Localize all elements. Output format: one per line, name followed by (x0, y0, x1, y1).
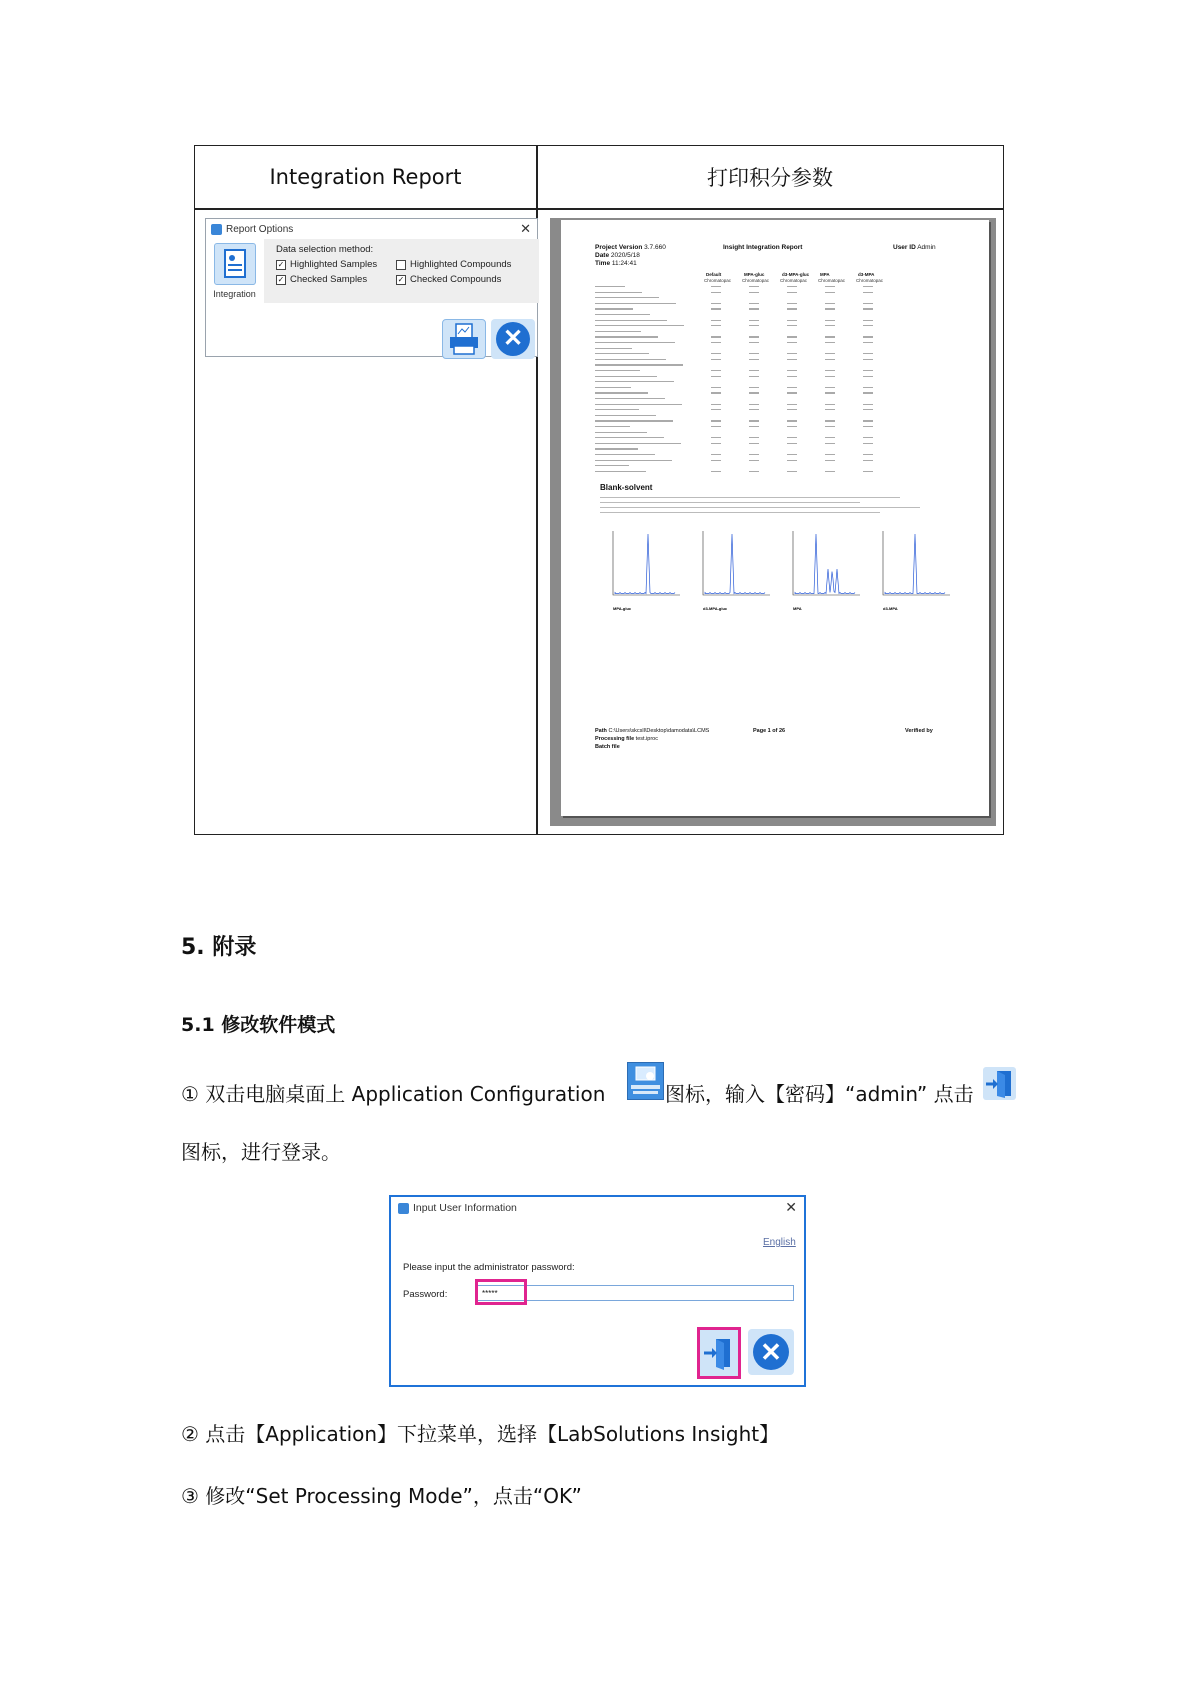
report-title: Insight Integration Report (723, 244, 803, 251)
parameter-row-value (749, 437, 759, 438)
parameter-row-value (787, 286, 797, 287)
report-preview-frame (550, 218, 996, 826)
parameter-row-value (711, 342, 721, 343)
parameter-row-label (595, 292, 642, 293)
parameter-row-value (749, 460, 759, 461)
parameter-row-value (863, 359, 873, 360)
parameter-row-value (825, 376, 835, 377)
parameter-row-value (787, 409, 797, 410)
subsection-heading: 5.1 修改软件模式 (181, 1014, 336, 1036)
parameter-row-label (595, 325, 684, 326)
parameter-row-label (595, 398, 665, 399)
comparison-table (194, 145, 1004, 835)
parameter-row-value (749, 454, 759, 455)
parameter-row-value (787, 353, 797, 354)
parameter-row-value (825, 353, 835, 354)
parameter-row-value (787, 420, 797, 421)
parameter-row-label (595, 392, 648, 393)
parameter-row-label (595, 314, 650, 315)
parameter-row-value (787, 336, 797, 337)
parameter-row-value (749, 353, 759, 354)
parameter-row-value (749, 336, 759, 337)
checkbox-label: Checked Compounds (410, 274, 502, 285)
chromatogram-panel (703, 531, 770, 611)
parameter-row-label (595, 381, 674, 382)
parameter-row-label (595, 320, 667, 321)
app-icon (211, 224, 222, 235)
chromatogram-trace (885, 534, 945, 594)
checkbox-unchecked-icon (396, 260, 406, 270)
report-time: Time 11:24:41 (595, 260, 637, 267)
parameter-row-value (711, 286, 721, 287)
parameter-row-value (825, 420, 835, 421)
cancel-button[interactable] (491, 319, 535, 359)
parameter-row-value (749, 376, 759, 377)
parameter-row-value (787, 460, 797, 461)
data-selection-label: Data selection method: (276, 244, 374, 255)
parameter-row-value (787, 303, 797, 304)
application-configuration-icon (627, 1062, 664, 1100)
parameter-row-value (711, 353, 721, 354)
parameter-row-label (595, 471, 646, 472)
checkbox-checked-icon: ✓ (397, 274, 405, 284)
dialog-titlebar (206, 219, 537, 239)
chromatogram-compound-label: MPA (793, 606, 802, 611)
parameter-row-label (595, 376, 657, 377)
cancel-button[interactable] (748, 1329, 794, 1375)
chromatogram-compound-label: d3-MPA-gluc (703, 606, 728, 611)
parameter-row-value (825, 308, 835, 309)
close-icon[interactable]: ✕ (520, 221, 531, 236)
report-column-subheader: Chromatopac (742, 278, 770, 283)
print-button[interactable] (442, 319, 486, 359)
parameter-row-value (711, 426, 721, 427)
password-input[interactable]: ***** (475, 1285, 794, 1301)
checkbox-label: Highlighted Samples (290, 259, 378, 270)
report-column-subheader: Chromatopac (704, 278, 732, 283)
parameter-row-value (863, 409, 873, 410)
report-date: Date 2020/5/18 (595, 252, 640, 259)
parameter-row-label (595, 443, 681, 444)
step3-text: ③ 修改“Set Processing Mode”，点击“OK” (181, 1484, 582, 1508)
parameter-row-value (749, 303, 759, 304)
close-circle-icon: ✕ (753, 1334, 789, 1370)
parameter-row-label (595, 448, 638, 449)
report-column-header: MPA (820, 272, 830, 277)
parameter-row-value (863, 286, 873, 287)
report-type-list (206, 239, 263, 356)
parameter-row-value (863, 320, 873, 321)
parameter-row-value (863, 376, 873, 377)
parameter-row-value (711, 303, 721, 304)
report-batch-file: Batch file (595, 744, 620, 750)
parameter-row-value (711, 370, 721, 371)
parameter-row-value (863, 353, 873, 354)
parameter-row-value (863, 325, 873, 326)
parameter-row-label (595, 286, 625, 287)
parameter-row-value (825, 336, 835, 337)
parameter-row-value (711, 437, 721, 438)
parameter-row-label (595, 454, 655, 455)
parameter-row-value (863, 392, 873, 393)
parameter-row-value (825, 454, 835, 455)
password-highlight-box (475, 1279, 527, 1305)
parameter-row-value (787, 342, 797, 343)
parameter-row-value (711, 387, 721, 388)
parameter-row-value (863, 387, 873, 388)
parameter-row-value (711, 392, 721, 393)
parameter-row-value (711, 292, 721, 293)
report-verified-label: Verified by (905, 728, 933, 734)
login-icon (700, 1330, 738, 1376)
report-column-subheader: Chromatopac (818, 278, 846, 283)
english-link[interactable]: English (763, 1237, 796, 1248)
checked-samples-checkbox[interactable] (276, 274, 367, 285)
parameter-row-value (825, 303, 835, 304)
checkbox-checked-icon: ✓ (277, 259, 285, 269)
parameter-row-value (825, 320, 835, 321)
parameter-row-value (787, 454, 797, 455)
parameter-row-value (711, 443, 721, 444)
parameter-row-value (825, 437, 835, 438)
table-header-integration-report: Integration Report (269, 165, 462, 189)
step1-text-part3: 图标，进行登录。 (181, 1140, 341, 1164)
chromatogram-panel (613, 531, 680, 611)
integration-report-icon[interactable] (214, 243, 256, 285)
password-prompt: Please input the administrator password: (403, 1262, 575, 1273)
parameter-row-label (595, 432, 647, 433)
checkbox-label: Highlighted Compounds (410, 259, 512, 270)
parameter-row-value (711, 454, 721, 455)
parameter-row-value (711, 325, 721, 326)
dialog-titlebar (391, 1197, 804, 1219)
chromatogram-compound-label: d3-MPA (883, 606, 898, 611)
table-divider (195, 208, 1003, 210)
parameter-row-value (749, 292, 759, 293)
parameter-row-value (711, 359, 721, 360)
parameter-row-value (711, 376, 721, 377)
parameter-row-value (749, 392, 759, 393)
parameter-row-label (595, 331, 641, 332)
parameter-row-value (863, 426, 873, 427)
parameter-row-label (595, 370, 640, 371)
close-icon[interactable]: ✕ (785, 1199, 797, 1215)
report-column-subheader: Chromatopac (780, 278, 808, 283)
parameter-row-value (711, 409, 721, 410)
parameter-row-label (595, 336, 658, 337)
dialog-title: Report Options (226, 223, 294, 235)
parameter-row-value (787, 359, 797, 360)
parameter-row-value (711, 471, 721, 472)
chromatogram-compound-label: MPA-gluc (613, 606, 632, 611)
chromatogram-trace (795, 534, 855, 594)
parameter-row-value (711, 320, 721, 321)
parameter-row-value (749, 342, 759, 343)
parameter-row-label (595, 420, 673, 421)
parameter-row-label (595, 348, 632, 349)
checkbox-checked-icon: ✓ (277, 274, 285, 284)
report-processing-file: Processing file test.iproc (595, 736, 658, 742)
parameter-row-value (749, 404, 759, 405)
parameter-row-value (749, 370, 759, 371)
parameter-row-value (787, 370, 797, 371)
project-version: Project Version 3.7.660 (595, 244, 666, 251)
parameter-row-value (787, 443, 797, 444)
parameter-row-value (749, 286, 759, 287)
parameter-row-label (595, 460, 672, 461)
password-label: Password: (403, 1289, 448, 1300)
highlighted-samples-checkbox[interactable] (276, 259, 377, 270)
user-id: User ID Admin (893, 244, 936, 251)
parameter-row-label (595, 404, 682, 405)
chromatogram-trace (615, 534, 675, 594)
parameter-row-value (825, 286, 835, 287)
table-header-print-params: 打印积分参数 (707, 166, 833, 190)
parameter-row-value (787, 376, 797, 377)
parameter-row-value (825, 460, 835, 461)
parameter-row-value (863, 308, 873, 309)
parameter-row-value (749, 409, 759, 410)
report-column-subheader: Chromatopac (856, 278, 884, 283)
parameter-row-value (749, 387, 759, 388)
parameter-row-value (749, 359, 759, 360)
parameter-row-label (595, 437, 664, 438)
parameter-row-label (595, 359, 666, 360)
parameter-row-value (787, 387, 797, 388)
section-heading: 5. 附录 (181, 935, 257, 960)
parameter-row-value (863, 460, 873, 461)
step1-text-part2: 图标，输入【密码】“admin” 点击 (665, 1082, 974, 1106)
parameter-row-value (863, 443, 873, 444)
report-path: Path C:\Users\skcsll\Desktop\damodata\LCMS (595, 728, 710, 734)
parameter-row-value (825, 404, 835, 405)
parameter-row-value (825, 426, 835, 427)
parameter-row-value (787, 325, 797, 326)
parameter-row-label (595, 415, 656, 416)
report-page-label: Page 1 of 26 (753, 728, 786, 734)
parameter-row-value (825, 325, 835, 326)
parameter-row-value (863, 404, 873, 405)
parameter-row-value (825, 409, 835, 410)
parameter-row-value (787, 426, 797, 427)
parameter-row-value (787, 292, 797, 293)
parameter-row-value (863, 437, 873, 438)
parameter-row-value (863, 420, 873, 421)
parameter-row-value (825, 370, 835, 371)
parameter-row-value (787, 392, 797, 393)
parameter-row-value (711, 460, 721, 461)
data-selection-panel (264, 239, 539, 303)
chromatogram-panel (793, 531, 860, 611)
parameter-row-value (749, 320, 759, 321)
report-column-header: d3-MPA-gluc (782, 272, 810, 277)
parameter-row-value (749, 426, 759, 427)
sample-title: Blank-solvent (600, 483, 653, 492)
parameter-row-value (863, 292, 873, 293)
parameter-row-value (825, 443, 835, 444)
report-preview-page (561, 220, 989, 816)
login-icon (983, 1067, 1016, 1100)
parameter-row-value (825, 359, 835, 360)
chromatogram-axis (703, 531, 770, 595)
parameter-row-label (595, 297, 659, 298)
parameter-row-value (711, 308, 721, 309)
parameter-row-label (595, 303, 676, 304)
dialog-title: Input User Information (413, 1202, 517, 1214)
report-column-header: MPA-gluc (744, 272, 765, 277)
parameter-row-value (711, 420, 721, 421)
input-user-information-dialog (389, 1195, 806, 1387)
close-circle-icon: ✕ (496, 322, 530, 356)
parameter-row-label (595, 342, 675, 343)
step1-text-part1: ① 双击电脑桌面上 Application Configuration (181, 1082, 606, 1106)
parameter-row-value (825, 292, 835, 293)
parameter-row-label (595, 409, 639, 410)
highlighted-compounds-checkbox[interactable] (396, 259, 511, 270)
parameter-row-value (711, 404, 721, 405)
parameter-row-value (787, 437, 797, 438)
step2-text: ② 点击【Application】下拉菜单，选择【LabSolutions Insight】 (181, 1422, 780, 1446)
parameter-row-value (825, 471, 835, 472)
parameter-row-value (787, 471, 797, 472)
parameter-row-value (787, 404, 797, 405)
checked-compounds-checkbox[interactable] (396, 274, 501, 285)
parameter-row-value (749, 443, 759, 444)
parameter-row-label (595, 308, 633, 309)
parameter-row-value (863, 471, 873, 472)
parameter-row-value (825, 392, 835, 393)
parameter-row-value (749, 308, 759, 309)
parameter-row-value (863, 370, 873, 371)
parameter-row-label (595, 364, 683, 365)
parameter-row-value (863, 454, 873, 455)
report-column-header: Default (706, 272, 722, 277)
parameter-row-label (595, 465, 629, 466)
parameter-row-value (749, 325, 759, 326)
parameter-row-value (749, 420, 759, 421)
checkbox-label: Checked Samples (290, 274, 368, 285)
parameter-row-value (825, 387, 835, 388)
chromatogram-trace (705, 534, 765, 594)
printer-icon (443, 320, 485, 358)
parameter-row-value (749, 471, 759, 472)
chromatogram-panels (595, 525, 955, 625)
login-button[interactable] (697, 1327, 741, 1379)
integration-label: Integration (213, 289, 256, 299)
report-options-dialog (205, 218, 538, 357)
parameter-row-value (711, 336, 721, 337)
sample-info-line (600, 495, 920, 513)
parameter-row-label (595, 426, 630, 427)
parameter-row-value (863, 303, 873, 304)
app-icon (398, 1203, 409, 1214)
parameter-row-value (825, 342, 835, 343)
report-column-header: d3-MPA (858, 272, 875, 277)
parameter-row-value (787, 320, 797, 321)
parameter-row-value (863, 342, 873, 343)
parameter-row-label (595, 353, 649, 354)
parameter-row-value (863, 336, 873, 337)
chromatogram-panel (883, 531, 950, 611)
parameter-row-value (787, 308, 797, 309)
parameter-row-label (595, 387, 631, 388)
